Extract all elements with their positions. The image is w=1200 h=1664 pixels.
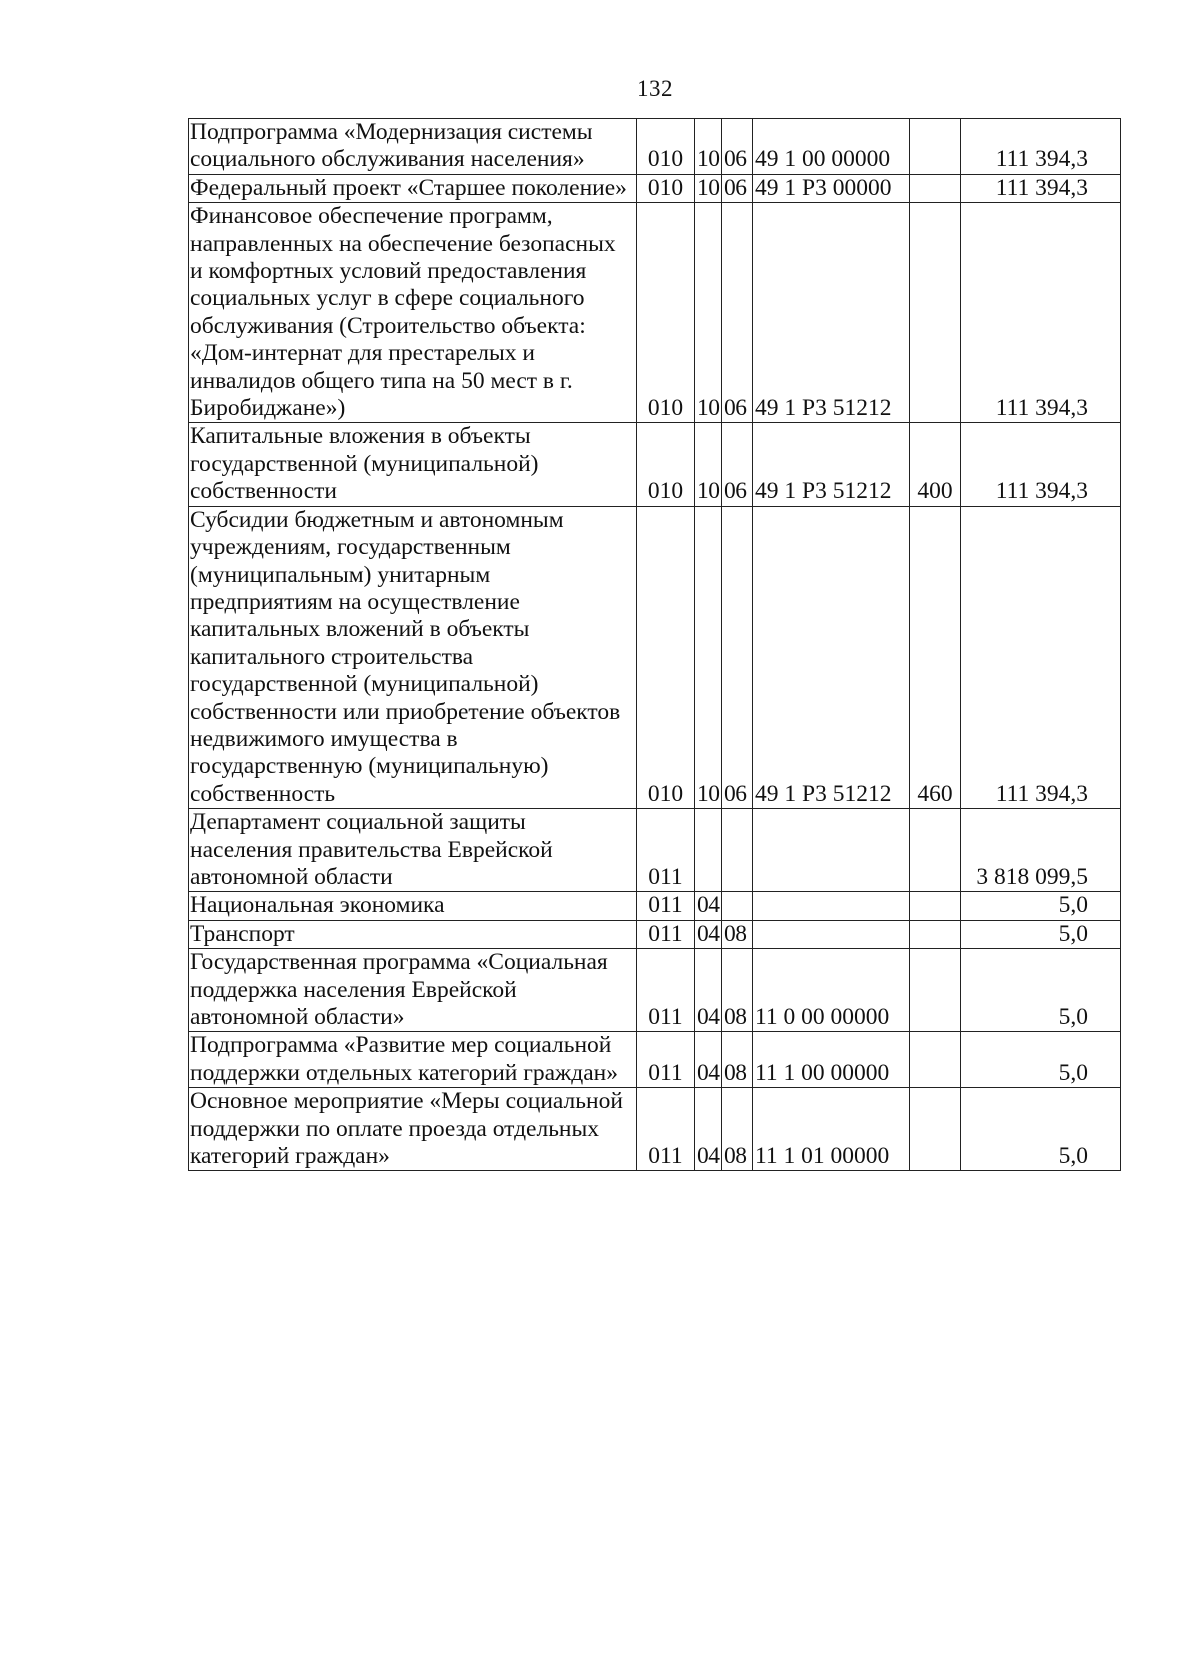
row-vr-cell (910, 174, 961, 202)
row-csr-cell: 49 1 00 00000 (753, 119, 910, 175)
row-sum-cell: 5,0 (961, 949, 1121, 1032)
table-row (189, 174, 1121, 202)
row-csr-cell: 49 1 P3 51212 (753, 203, 910, 423)
row-rz-cell: 04 (695, 1088, 722, 1171)
row-sum-cell: 111 394,3 (961, 203, 1121, 423)
row-rz-cell: 10 (695, 174, 722, 202)
table-row (189, 1088, 1121, 1171)
row-csr-cell: 49 1 P3 51212 (753, 506, 910, 808)
row-sum-cell: 5,0 (961, 920, 1121, 948)
table-row (189, 892, 1121, 920)
row-name-cell: Субсидии бюджетным и автономным учреждениям, государственным (муниципальным) унитарным предприятиям на осуществление капитальных вложений в объекты капитального строительства государственной (муниципальной) собственности или приобретение объектов недвижимого имущества в государственную (муниципальную) собственность (189, 506, 637, 808)
row-csr-cell: 11 0 00 00000 (753, 949, 910, 1032)
row-name-cell: Подпрограмма «Модернизация системы социального обслуживания населения» (189, 119, 637, 175)
row-csr-cell (753, 809, 910, 892)
row-ved-cell: 010 (637, 506, 695, 808)
row-ved-cell: 011 (637, 949, 695, 1032)
row-pr-cell (722, 809, 753, 892)
row-pr-cell (722, 892, 753, 920)
row-rz-cell (695, 809, 722, 892)
row-name-cell: Национальная экономика (189, 892, 637, 920)
row-ved-cell: 010 (637, 174, 695, 202)
row-vr-cell: 400 (910, 423, 961, 506)
row-name-cell: Государственная программа «Социальная поддержка населения Еврейской автономной области» (189, 949, 637, 1032)
row-pr-cell: 08 (722, 1088, 753, 1171)
row-pr-cell: 06 (722, 119, 753, 175)
row-name-cell: Департамент социальной защиты населения правительства Еврейской автономной области (189, 809, 637, 892)
row-vr-cell (910, 1088, 961, 1171)
row-csr-cell (753, 920, 910, 948)
table-row (189, 1032, 1121, 1088)
row-ved-cell: 011 (637, 1032, 695, 1088)
row-sum-cell: 5,0 (961, 892, 1121, 920)
row-sum-cell: 111 394,3 (961, 506, 1121, 808)
row-rz-cell: 04 (695, 892, 722, 920)
row-rz-cell: 04 (695, 949, 722, 1032)
row-sum-cell: 111 394,3 (961, 174, 1121, 202)
row-name-cell: Капитальные вложения в объекты государственной (муниципальной) собственности (189, 423, 637, 506)
row-csr-cell: 11 1 00 00000 (753, 1032, 910, 1088)
row-name-cell: Основное мероприятие «Меры социальной поддержки по оплате проезда отдельных категорий граждан» (189, 1088, 637, 1171)
row-name-cell: Федеральный проект «Старшее поколение» (189, 174, 637, 202)
table-row (189, 949, 1121, 1032)
table-row (189, 506, 1121, 808)
row-ved-cell: 011 (637, 1088, 695, 1171)
row-ved-cell: 011 (637, 920, 695, 948)
row-sum-cell: 5,0 (961, 1088, 1121, 1171)
row-vr-cell (910, 203, 961, 423)
row-vr-cell (910, 809, 961, 892)
table-row (189, 920, 1121, 948)
row-vr-cell (910, 119, 961, 175)
row-ved-cell: 010 (637, 119, 695, 175)
row-pr-cell: 06 (722, 423, 753, 506)
row-sum-cell: 111 394,3 (961, 423, 1121, 506)
row-ved-cell: 010 (637, 423, 695, 506)
table-row (189, 203, 1121, 423)
table-row (189, 423, 1121, 506)
page-number: 132 (637, 76, 673, 101)
row-rz-cell: 04 (695, 920, 722, 948)
row-rz-cell: 10 (695, 119, 722, 175)
row-pr-cell: 06 (722, 203, 753, 423)
row-csr-cell (753, 892, 910, 920)
row-rz-cell: 10 (695, 203, 722, 423)
row-pr-cell: 08 (722, 1032, 753, 1088)
row-pr-cell: 06 (722, 506, 753, 808)
budget-table (188, 118, 1121, 1171)
row-vr-cell (910, 892, 961, 920)
row-name-cell: Финансовое обеспечение программ, направленных на обеспечение безопасных и комфортных условий предоставления социальных услуг в сфере социального обслуживания (Строительство объекта: «Дом-интернат для престарелых и инвалидов общего типа на 50 мест в г. Биробиджане») (189, 203, 637, 423)
row-name-cell: Транспорт (189, 920, 637, 948)
row-vr-cell (910, 1032, 961, 1088)
row-vr-cell (910, 920, 961, 948)
table-row (189, 119, 1121, 175)
row-csr-cell: 49 1 P3 00000 (753, 174, 910, 202)
row-vr-cell (910, 949, 961, 1032)
row-ved-cell: 011 (637, 892, 695, 920)
row-vr-cell: 460 (910, 506, 961, 808)
row-csr-cell: 11 1 01 00000 (753, 1088, 910, 1171)
row-rz-cell: 10 (695, 423, 722, 506)
row-ved-cell: 010 (637, 203, 695, 423)
row-pr-cell: 08 (722, 920, 753, 948)
row-name-cell: Подпрограмма «Развитие мер социальной поддержки отдельных категорий граждан» (189, 1032, 637, 1088)
row-pr-cell: 06 (722, 174, 753, 202)
row-sum-cell: 111 394,3 (961, 119, 1121, 175)
table-body (189, 119, 1121, 1171)
row-pr-cell: 08 (722, 949, 753, 1032)
table-row (189, 809, 1121, 892)
row-ved-cell: 011 (637, 809, 695, 892)
row-csr-cell: 49 1 P3 51212 (753, 423, 910, 506)
row-sum-cell: 3 818 099,5 (961, 809, 1121, 892)
row-sum-cell: 5,0 (961, 1032, 1121, 1088)
row-rz-cell: 04 (695, 1032, 722, 1088)
row-rz-cell: 10 (695, 506, 722, 808)
